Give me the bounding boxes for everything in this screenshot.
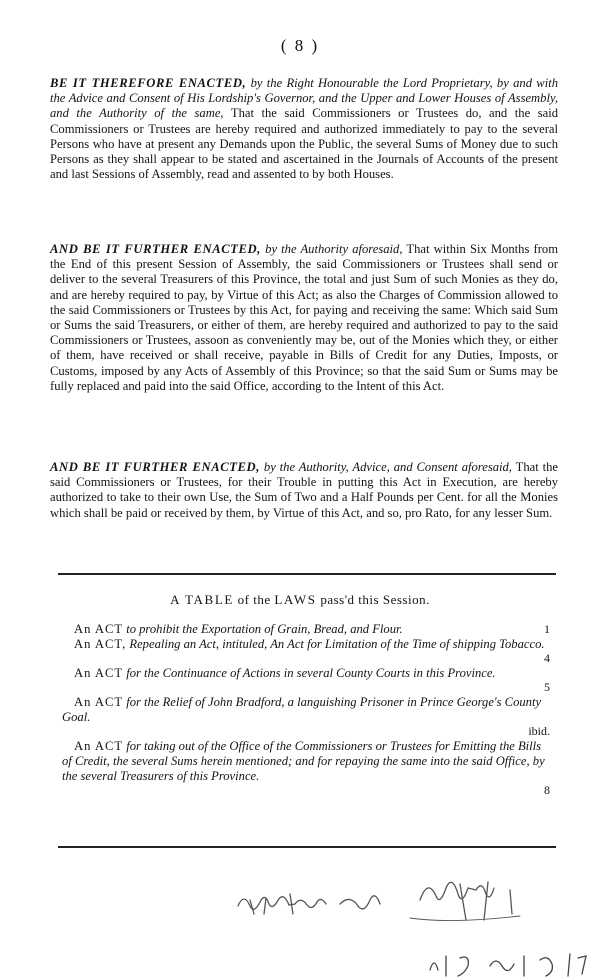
entry-page: ibid. — [528, 724, 550, 738]
entry-act: An ACT — [74, 666, 124, 680]
table-entry — [62, 695, 550, 738]
entry-act: An ACT — [74, 695, 124, 709]
divider-rule — [58, 573, 556, 575]
enacting-paragraph-2 — [50, 242, 558, 394]
enacting-paragraph-1 — [50, 76, 558, 182]
table-title-laws: LAWS — [274, 592, 317, 607]
entry-description: to prohibit the Exportation of Grain, Bread, and Flour. — [123, 622, 403, 636]
page-number: ( 8 ) — [280, 36, 320, 55]
table-entry — [62, 739, 550, 797]
paragraph-lead-caps: BE IT THEREFORE ENACTED, — [50, 76, 247, 90]
entry-page: 5 — [544, 680, 550, 694]
table-of-laws-title — [0, 592, 600, 608]
entry-act: An ACT — [74, 622, 124, 636]
paragraph-body: That within Six Months from the End of this present Session of Assembly, the said Commissioners or Trustees shall send or deliver to the several Treasurers of this Province, the total and just Sum of such Monies as they do, and are hereby required to pay, by Virtue of this Act; as also the Charges of Commission allowed to the said Commissioners or Trustees by this Act, for paying and receiving the same: Which said Sum or Sums the said Treasurers, or either of them, are hereby required and authorized to pay to the said Commissioners or Trustees, assoon as conveniently may be, out of the Monies which they, or either of them, have received or shall receive, payable in Bills of Credit for any Duties, Imposts, or Customs, imposed by any Acts of Assembly of this Province; so that the said Sum or Sums may be fully replaced and paid into the said Office, according to the Intent of this Act. — [50, 242, 559, 393]
paragraph-lead-rest: by the Authority, Advice, and Consent aforesaid, — [260, 460, 512, 474]
paragraph-lead-caps: AND BE IT FURTHER ENACTED, — [50, 460, 260, 474]
entry-description: for the Relief of John Bradford, a languishing Prisoner in Prince George's County Goal. — [62, 695, 542, 724]
table-title-mid: of the — [233, 592, 275, 607]
entry-description: for the Continuance of Actions in several County Courts in this Province. — [123, 666, 496, 680]
paragraph-body: That the said Commissioners or Trustees do, and the said Commissioners or Trustees are hereby required and authorized immediately to pay to the several Persons who have at present any Demands upon the Public, the several Sums of Money due to such Persons as they shall appear to be stated and ascertained in the Journals of Accounts of the present and last Sessions of Assembly, read and assented to by both Houses. — [50, 106, 558, 182]
paragraph-lead-rest: by the Right Honourable the Lord Proprietary, by and with the Advice and Consent of His Lordship's Governor, and the Upper and Lower Houses of Assembly, and the Authority of the same, — [50, 76, 558, 121]
entry-act: An ACT — [74, 739, 124, 753]
enacting-paragraph-3 — [50, 460, 558, 521]
entry-page: 4 — [544, 651, 550, 665]
entry-page: 8 — [544, 783, 550, 797]
paragraph-lead-caps: AND BE IT FURTHER ENACTED, — [50, 242, 261, 256]
paragraph-body: That the said Commissioners or Trustees, for their Trouble in putting this Act in Execution, are hereby authorized to take to their own Use, the Sum of Two and a Half Pounds per Cent. for all the Monies which shall be paid or received by them, by Virtue of this Act, and so, pro Rato, for any lesser Sum. — [50, 460, 558, 520]
handwritten-signature-image — [220, 870, 540, 930]
entry-page: 1 — [544, 622, 550, 636]
table-of-laws — [62, 622, 550, 797]
entry-description: Repealing an Act, intituled, An Act for Limitation of the Time of shipping Tobacco. — [126, 637, 545, 651]
handwritten-annotation-image — [420, 948, 600, 980]
entry-act: An ACT, — [74, 637, 127, 651]
paragraph-lead-rest: by the Authority aforesaid, — [261, 242, 403, 256]
entry-description: for taking out of the Office of the Commissioners or Trustees for Emitting the Bills of Credit, the several Sums herein mentioned; and for repaying the same into the said Office, by the several Treasurers of this Province. — [62, 739, 545, 783]
table-title-prefix: A TABLE — [170, 592, 234, 607]
table-entry — [62, 666, 550, 694]
table-title-suffix: pass'd this Session. — [316, 592, 430, 607]
table-entry — [62, 637, 550, 665]
table-entry — [62, 622, 550, 637]
divider-rule — [58, 846, 556, 848]
